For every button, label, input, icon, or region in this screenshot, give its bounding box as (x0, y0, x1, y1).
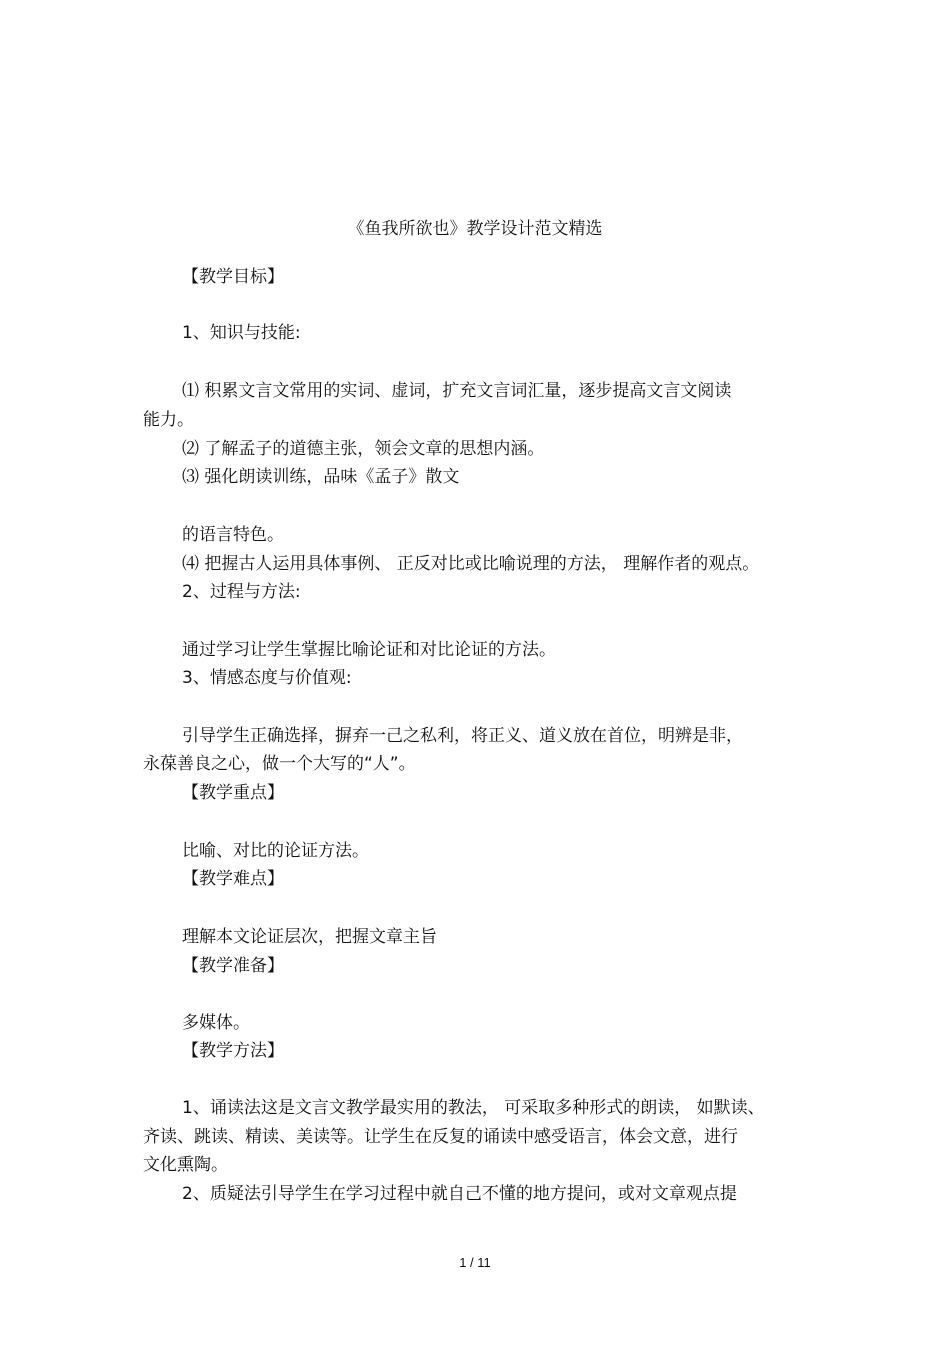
section-heading-preparation: 【教学准备】 (182, 956, 284, 976)
section-heading-methods: 【教学方法】 (182, 1041, 284, 1061)
paragraph-difficulties: 理解本文论证层次，把握文章主旨 (182, 927, 437, 947)
goal-item-2: ⑵ 了解孟子的道德主张，领会文章的思想内涵。 (182, 439, 545, 459)
goal-item-1-continued: 能力。 (143, 410, 194, 430)
method-item-2: 2、质疑法引导学生在学习过程中就自己不懂的地方提问，或对文章观点提 (182, 1184, 737, 1204)
paragraph-process-method: 通过学习让学生掌握比喻论证和对比论证的方法。 (182, 640, 556, 660)
subheading-process-method: 2、过程与方法: (182, 582, 301, 602)
method-item-1: 1、诵读法这是文言文教学最实用的教法， 可采取多种形式的朗读， 如默读、 (182, 1098, 765, 1118)
paragraph-attitude-values-continued: 永葆善良之心，做一个大写的“人”。 (143, 754, 416, 774)
goal-item-3: ⑶ 强化朗读训练，品味《孟子》散文 (182, 467, 460, 487)
method-item-1-continued: 齐读、跳读、精读、美读等。让学生在反复的诵读中感受语言，体会文意，进行 (143, 1127, 738, 1147)
document-title: 《鱼我所欲也》教学设计范文精选 (347, 219, 603, 239)
method-item-1-continued-2: 文化熏陶。 (143, 1155, 228, 1175)
paragraph-preparation: 多媒体。 (182, 1013, 250, 1033)
subheading-attitude-values: 3、情感态度与价值观: (182, 668, 352, 688)
goal-item-4: ⑷ 把握古人运用具体事例、 正反对比或比喻说理的方法， 理解作者的观点。 (182, 554, 760, 574)
subheading-knowledge-skills: 1、知识与技能: (182, 323, 301, 343)
paragraph-key-points: 比喻、对比的论证方法。 (182, 841, 369, 861)
page-number: 1 / 11 (459, 1255, 491, 1270)
goal-item-1: ⑴ 积累文言文常用的实词、虚词，扩充文言词汇量，逐步提高文言文阅读 (182, 381, 732, 401)
paragraph-attitude-values: 引导学生正确选择，摒弃一己之私利，将正义、道义放在首位，明辨是非， (182, 726, 743, 746)
goal-item-3-continued: 的语言特色。 (182, 525, 284, 545)
section-heading-teaching-goals: 【教学目标】 (182, 267, 284, 287)
section-heading-difficulties: 【教学难点】 (182, 869, 284, 889)
section-heading-key-points: 【教学重点】 (182, 783, 284, 803)
